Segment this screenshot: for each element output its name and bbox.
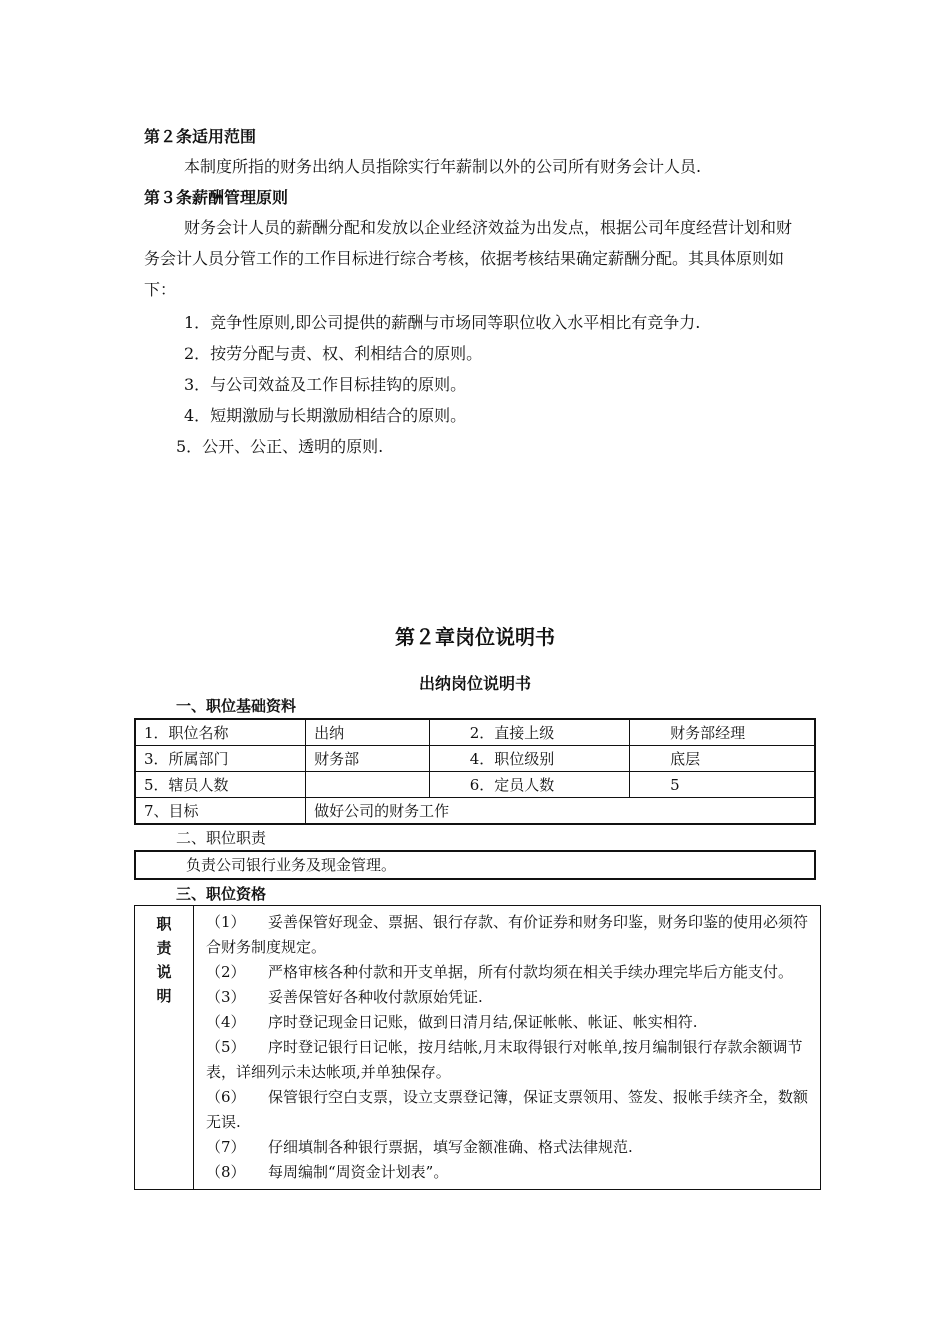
section-duties-label: 二、职位职责 — [176, 829, 267, 847]
item-text: 妥善保管好各种收付款原始凭证. — [268, 988, 483, 1006]
side-label-char: 明 — [156, 987, 172, 1005]
article-3-heading: 第３条薪酬管理原则 — [144, 188, 289, 207]
principle-item: 4．短期激励与长期激励相结合的原则。 — [184, 406, 467, 425]
item-number: （2） — [206, 963, 246, 981]
table-cell: 财务部经理 — [630, 719, 815, 746]
item-number: （8） — [206, 1163, 246, 1181]
principle-item: 2．按劳分配与责、权、利相结合的原则。 — [184, 344, 483, 363]
item-number: （1） — [206, 913, 246, 931]
list-item — [206, 985, 814, 1010]
table-row — [135, 719, 815, 746]
list-item — [206, 960, 814, 985]
list-item — [206, 1035, 814, 1085]
section-basic-info-label: 一、职位基础资料 — [176, 697, 297, 715]
item-number: （6） — [206, 1088, 246, 1106]
item-number: （3） — [206, 988, 246, 1006]
article-2-heading: 第２条适用范围 — [144, 127, 257, 146]
table-row — [135, 798, 815, 825]
table-row — [135, 772, 815, 798]
item-text: 每周编制“周资金计划表”。 — [268, 1163, 449, 1181]
table-row — [135, 906, 821, 1190]
section-qualifications-label: 三、职位资格 — [176, 885, 267, 903]
item-number: （5） — [206, 1038, 246, 1056]
principle-item: 3．与公司效益及工作目标挂钩的原则。 — [184, 375, 467, 394]
basic-info-table — [134, 718, 816, 825]
goal-value-cell: 做好公司的财务工作 — [306, 798, 815, 825]
table-cell: 4．职位级别 — [429, 746, 629, 772]
principle-item: 5．公开、公正、透明的原则. — [176, 437, 384, 456]
item-text: 妥善保管好现金、票据、银行存款、有价证券和财务印鉴，财务印鉴的使用必须符合财务制度规定。 — [206, 913, 809, 956]
item-number: （7） — [206, 1138, 246, 1156]
responsibility-list — [194, 906, 821, 1190]
item-text: 序时登记现金日记账，做到日清月结,保证帐帐、帐证、帐实相符. — [268, 1013, 698, 1031]
table-cell: 6．定员人数 — [429, 772, 629, 798]
table-cell: 底层 — [630, 746, 815, 772]
table-cell: 3．所属部门 — [135, 746, 306, 772]
qualifications-table — [134, 905, 821, 1190]
side-label-char: 说 — [156, 963, 172, 981]
goal-label-cell: 7、目标 — [135, 798, 306, 825]
table-cell: 5．辖员人数 — [135, 772, 306, 798]
table-cell: 1．职位名称 — [135, 719, 306, 746]
table-row — [135, 746, 815, 772]
list-item — [206, 1135, 814, 1160]
responsibility-side-label — [135, 906, 194, 1190]
article-2-body: 本制度所指的财务出纳人员指除实行年薪制以外的公司所有财务会计人员. — [184, 157, 702, 176]
item-text: 序时登记银行日记帐，按月结帐,月末取得银行对帐单,按月编制银行存款余额调节表，详细列示未达帐项,并单独保存。 — [206, 1038, 803, 1081]
item-text: 保管银行空白支票，设立支票登记簿，保证支票领用、签发、报帐手续齐全，数额无误. — [206, 1088, 809, 1131]
side-label-char: 责 — [156, 939, 172, 957]
table-cell: 出纳 — [306, 719, 430, 746]
item-text: 严格审核各种付款和开支单据，所有付款均须在相关手续办理完毕后方能支付。 — [268, 963, 794, 981]
table-cell — [306, 772, 430, 798]
table-cell: 财务部 — [306, 746, 430, 772]
list-item — [206, 1085, 814, 1135]
list-item — [206, 1160, 814, 1185]
list-item — [206, 910, 814, 960]
article-3-body: 财务会计人员的薪酬分配和发放以企业经济效益为出发点，根据公司年度经营计划和财务会计人员分管工作的工作目标进行综合考核，依据考核结果确定薪酬分配。其具体原则如下： — [144, 218, 793, 299]
principle-item: 1．竞争性原则,即公司提供的薪酬与市场同等职位收入水平相比有竞争力. — [184, 313, 701, 332]
duties-box: 负责公司银行业务及现金管理。 — [134, 850, 816, 880]
item-number: （4） — [206, 1013, 246, 1031]
item-text: 仔细填制各种银行票据，填写金额准确、格式法律规范. — [268, 1138, 633, 1156]
chapter-title: 第２章岗位说明书 — [395, 625, 555, 649]
job-description-title: 出纳岗位说明书 — [418, 674, 531, 693]
side-label-char: 职 — [156, 915, 172, 933]
table-cell: 5 — [630, 772, 815, 798]
list-item — [206, 1010, 814, 1035]
table-cell: 2．直接上级 — [429, 719, 629, 746]
